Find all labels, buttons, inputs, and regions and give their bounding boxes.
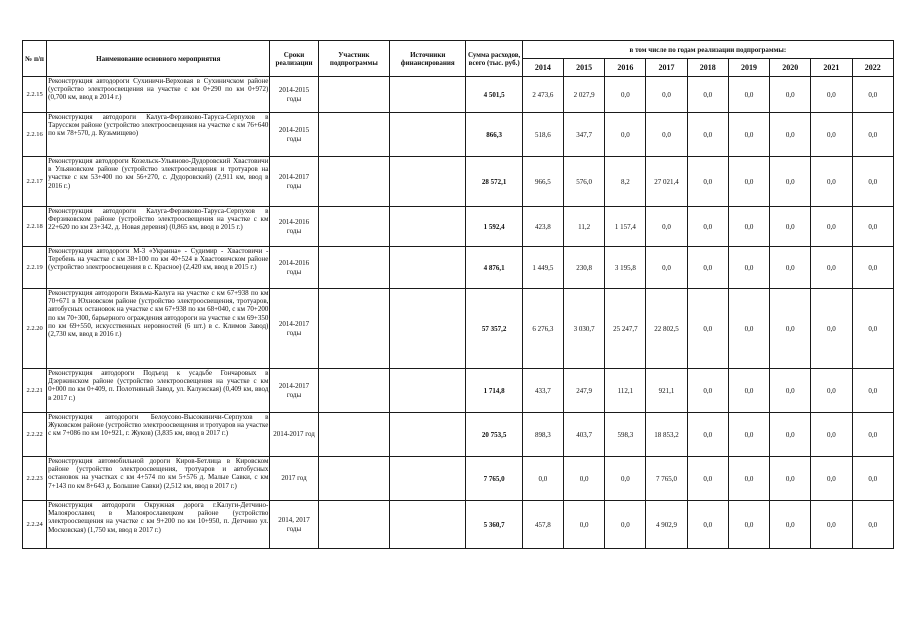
row-participant <box>318 207 389 247</box>
row-source <box>390 457 466 501</box>
row-year-value: 112,1 <box>605 369 646 413</box>
row-term: 2014-2017 годы <box>270 289 318 369</box>
row-year-value: 3 195,8 <box>605 247 646 289</box>
row-year-value: 0,0 <box>770 413 811 457</box>
row-year-value: 0,0 <box>646 113 687 157</box>
row-source <box>390 77 466 113</box>
row-year-value: 0,0 <box>852 413 893 457</box>
row-year-value: 230,8 <box>564 247 605 289</box>
row-total: 28 572,1 <box>466 157 522 207</box>
row-term: 2014-2017 годы <box>270 369 318 413</box>
row-year-value: 0,0 <box>852 247 893 289</box>
row-year-value: 0,0 <box>646 77 687 113</box>
row-year-value: 0,0 <box>605 501 646 549</box>
row-year-value: 0,0 <box>770 501 811 549</box>
row-year-value: 0,0 <box>811 289 852 369</box>
row-source <box>390 501 466 549</box>
header-name: Наименование основного мероприятия <box>47 41 270 77</box>
row-participant <box>318 289 389 369</box>
row-year-value: 0,0 <box>770 207 811 247</box>
table-row <box>23 207 894 247</box>
row-name: Реконструкция автодороги Калуга-Ферзиково-Таруса-Серпухов в Тарусском районе (устройство электроосвещения на участке с км 76+640 по км 78+570, д. Кузьмищево) <box>47 113 270 157</box>
row-participant <box>318 157 389 207</box>
row-year-value: 0,0 <box>852 77 893 113</box>
row-year-value: 0,0 <box>728 157 769 207</box>
header-year: 2016 <box>605 59 646 77</box>
row-year-value: 0,0 <box>770 77 811 113</box>
header-sum: Сумма расходов, всего (тыс. руб.) <box>466 41 522 77</box>
header-year: 2020 <box>770 59 811 77</box>
row-name: Реконструкция автодороги Вязьма-Калуга на участке с км 67+938 по км 70+671 в Юхновском районе (устройство электроосвещения, тротуаров, автобусных остановок на участке с км 67+938 по км 68+040, с км 70+200 по км 70+300, барьерного ограждения автодороги на участке с км 69+350 по км 69+550, искусственных неровностей (6 шт.) в с. Климов Завод) (2,730 км, ввод в 2016 г.) <box>47 289 270 369</box>
row-year-value: 0,0 <box>605 113 646 157</box>
row-year-value: 0,0 <box>728 369 769 413</box>
row-participant <box>318 501 389 549</box>
row-year-value: 0,0 <box>770 289 811 369</box>
header-year: 2017 <box>646 59 687 77</box>
row-year-value: 0,0 <box>852 157 893 207</box>
row-number: 2.2.16 <box>23 113 47 157</box>
row-source <box>390 289 466 369</box>
table-row <box>23 247 894 289</box>
row-year-value: 0,0 <box>687 247 728 289</box>
row-year-value: 1 449,5 <box>522 247 563 289</box>
row-source <box>390 413 466 457</box>
row-total: 57 357,2 <box>466 289 522 369</box>
row-year-value: 0,0 <box>605 457 646 501</box>
row-year-value: 18 853,2 <box>646 413 687 457</box>
row-year-value: 457,8 <box>522 501 563 549</box>
row-number: 2.2.20 <box>23 289 47 369</box>
row-year-value: 0,0 <box>770 369 811 413</box>
row-number: 2.2.22 <box>23 413 47 457</box>
row-year-value: 0,0 <box>852 369 893 413</box>
row-participant <box>318 369 389 413</box>
row-year-value: 921,1 <box>646 369 687 413</box>
row-year-value: 0,0 <box>811 501 852 549</box>
row-year-value: 576,0 <box>564 157 605 207</box>
row-year-value: 0,0 <box>728 289 769 369</box>
row-year-value: 403,7 <box>564 413 605 457</box>
row-term: 2014-2016 годы <box>270 207 318 247</box>
header-year: 2021 <box>811 59 852 77</box>
table-row <box>23 413 894 457</box>
row-year-value: 0,0 <box>605 77 646 113</box>
row-name: Реконструкция автодороги Сухиничи-Верховая в Сухиничском районе (устройство электроосвещения на участке с км 0+290 по км 0+972) (0,700 км, ввод в 2014 г.) <box>47 77 270 113</box>
row-total: 1 592,4 <box>466 207 522 247</box>
row-term: 2014-2015 годы <box>270 77 318 113</box>
row-year-value: 0,0 <box>646 207 687 247</box>
row-year-value: 0,0 <box>852 501 893 549</box>
row-name: Реконструкция автомобильной дороги Киров-Бетлица в Кировском районе (устройство электроосвещения, тротуаров и автобусных остановок на участках с км 4+574 по км 5+576 д. Малые Савки, с км 7+143 по км 8+643 д. Большие Савки) (2,512 км, ввод в 2017 г.) <box>47 457 270 501</box>
row-year-value: 0,0 <box>687 413 728 457</box>
row-year-value: 0,0 <box>811 113 852 157</box>
row-year-value: 0,0 <box>646 247 687 289</box>
row-number: 2.2.24 <box>23 501 47 549</box>
row-participant <box>318 247 389 289</box>
row-year-value: 2 473,6 <box>522 77 563 113</box>
table-row <box>23 369 894 413</box>
row-name: Реконструкция автодороги М-3 «Украина» - Судимир - Хвастовичи - Теребень на участке с км 38+100 по км 40+524 в Хвастовичском районе (устройство электроосвещения в с. Красное) (2,420 км, ввод в 2015 г.) <box>47 247 270 289</box>
header-year: 2018 <box>687 59 728 77</box>
row-year-value: 25 247,7 <box>605 289 646 369</box>
row-year-value: 347,7 <box>564 113 605 157</box>
row-year-value: 0,0 <box>728 501 769 549</box>
row-year-value: 0,0 <box>564 457 605 501</box>
row-year-value: 0,0 <box>728 247 769 289</box>
row-number: 2.2.17 <box>23 157 47 207</box>
row-year-value: 898,3 <box>522 413 563 457</box>
row-number: 2.2.21 <box>23 369 47 413</box>
table-row <box>23 289 894 369</box>
row-term: 2017 год <box>270 457 318 501</box>
row-total: 4 876,1 <box>466 247 522 289</box>
row-year-value: 0,0 <box>770 113 811 157</box>
row-year-value: 0,0 <box>728 207 769 247</box>
row-year-value: 0,0 <box>687 369 728 413</box>
row-year-value: 0,0 <box>728 113 769 157</box>
row-year-value: 2 027,9 <box>564 77 605 113</box>
row-name: Реконструкция автодороги Калуга-Ферзиково-Таруса-Серпухов в Ферзиковском районе (устройство электроосвещения на участке с км 22+620 по км 23+342, д. Новая деревня) (0,865 км, ввод в 2015 г.) <box>47 207 270 247</box>
header-year: 2014 <box>522 59 563 77</box>
row-term: 2014-2017 годы <box>270 157 318 207</box>
header-year: 2015 <box>564 59 605 77</box>
row-year-value: 0,0 <box>811 413 852 457</box>
row-year-value: 0,0 <box>728 457 769 501</box>
table-row <box>23 157 894 207</box>
row-year-value: 598,3 <box>605 413 646 457</box>
row-year-value: 7 765,0 <box>646 457 687 501</box>
header-terms: Сроки реализации <box>270 41 318 77</box>
row-total: 1 714,8 <box>466 369 522 413</box>
row-year-value: 0,0 <box>852 113 893 157</box>
header-by-years: в том числе по годам реализации подпрограммы: <box>522 41 893 59</box>
row-term: 2014-2016 годы <box>270 247 318 289</box>
row-name: Реконструкция автодороги Окружная дорога г.Калуги-Детчино-Малоярославец в Малоярославецком районе (устройство электроосвещения на участке с км 9+200 по км 10+950, п. Детчино ул. Московская) (1,750 км, ввод в 2017 г.) <box>47 501 270 549</box>
row-year-value: 0,0 <box>522 457 563 501</box>
row-year-value: 11,2 <box>564 207 605 247</box>
row-term: 2014, 2017 годы <box>270 501 318 549</box>
row-source <box>390 157 466 207</box>
row-year-value: 0,0 <box>811 77 852 113</box>
row-year-value: 0,0 <box>811 247 852 289</box>
row-year-value: 0,0 <box>852 289 893 369</box>
row-name: Реконструкция автодороги Подъезд к усадьбе Гончаровых в Дзержинском районе (устройство электроосвещения на участке с км 0+000 по км 0+409, п. Полотняный Завод, ул. Калужская) (0,409 км, ввод в 2017 г.) <box>47 369 270 413</box>
row-year-value: 0,0 <box>687 77 728 113</box>
row-source <box>390 247 466 289</box>
header-year: 2022 <box>852 59 893 77</box>
header-participant: Участник подпрограммы <box>318 41 389 77</box>
row-total: 20 753,5 <box>466 413 522 457</box>
row-number: 2.2.18 <box>23 207 47 247</box>
row-year-value: 27 021,4 <box>646 157 687 207</box>
row-participant <box>318 457 389 501</box>
table-row <box>23 457 894 501</box>
row-number: 2.2.23 <box>23 457 47 501</box>
row-year-value: 0,0 <box>811 369 852 413</box>
row-source <box>390 113 466 157</box>
row-year-value: 0,0 <box>687 457 728 501</box>
row-year-value: 0,0 <box>564 501 605 549</box>
row-number: 2.2.15 <box>23 77 47 113</box>
row-participant <box>318 413 389 457</box>
row-year-value: 0,0 <box>687 113 728 157</box>
row-source <box>390 369 466 413</box>
row-year-value: 0,0 <box>770 247 811 289</box>
table-body <box>23 77 894 549</box>
row-year-value: 0,0 <box>770 457 811 501</box>
row-year-value: 8,2 <box>605 157 646 207</box>
row-year-value: 0,0 <box>852 457 893 501</box>
row-year-value: 1 157,4 <box>605 207 646 247</box>
row-year-value: 423,8 <box>522 207 563 247</box>
row-term: 2014-2015 годы <box>270 113 318 157</box>
row-year-value: 0,0 <box>687 207 728 247</box>
header-num: № п/п <box>23 41 47 77</box>
row-year-value: 4 902,9 <box>646 501 687 549</box>
header-sources: Источники финансирования <box>390 41 466 77</box>
row-total: 5 360,7 <box>466 501 522 549</box>
row-year-value: 0,0 <box>852 207 893 247</box>
row-term: 2014-2017 год <box>270 413 318 457</box>
row-year-value: 0,0 <box>811 457 852 501</box>
row-year-value: 0,0 <box>770 157 811 207</box>
row-name: Реконструкция автодороги Белоусово-Высокиничи-Серпухов в Жуковском районе (устройство электроосвещения и тротуаров на участке с км 7+086 по км 10+921, г. Жуков) (3,835 км, ввод в 2017 г.) <box>47 413 270 457</box>
row-year-value: 0,0 <box>811 157 852 207</box>
row-source <box>390 207 466 247</box>
row-year-value: 0,0 <box>687 157 728 207</box>
row-year-value: 518,6 <box>522 113 563 157</box>
row-participant <box>318 77 389 113</box>
row-year-value: 22 802,5 <box>646 289 687 369</box>
row-year-value: 0,0 <box>687 501 728 549</box>
row-year-value: 0,0 <box>687 289 728 369</box>
program-table <box>22 40 894 549</box>
row-year-value: 3 030,7 <box>564 289 605 369</box>
row-year-value: 0,0 <box>728 413 769 457</box>
row-year-value: 247,9 <box>564 369 605 413</box>
row-name: Реконструкция автодороги Козельск-Ульяново-Дудоровский Хвастовичи в Ульяновском районе (устройство электроосвещения и тротуаров на участке с км 53+400 по км 56+270, с. Дудоровский) (2,911 км, ввод в 2016 г.) <box>47 157 270 207</box>
row-total: 4 501,5 <box>466 77 522 113</box>
row-number: 2.2.19 <box>23 247 47 289</box>
table-row <box>23 77 894 113</box>
row-year-value: 966,5 <box>522 157 563 207</box>
row-year-value: 0,0 <box>728 77 769 113</box>
row-year-value: 6 276,3 <box>522 289 563 369</box>
row-total: 7 765,0 <box>466 457 522 501</box>
header-year: 2019 <box>728 59 769 77</box>
table-row <box>23 113 894 157</box>
row-year-value: 433,7 <box>522 369 563 413</box>
row-year-value: 0,0 <box>811 207 852 247</box>
row-total: 866,3 <box>466 113 522 157</box>
table-row <box>23 501 894 549</box>
row-participant <box>318 113 389 157</box>
